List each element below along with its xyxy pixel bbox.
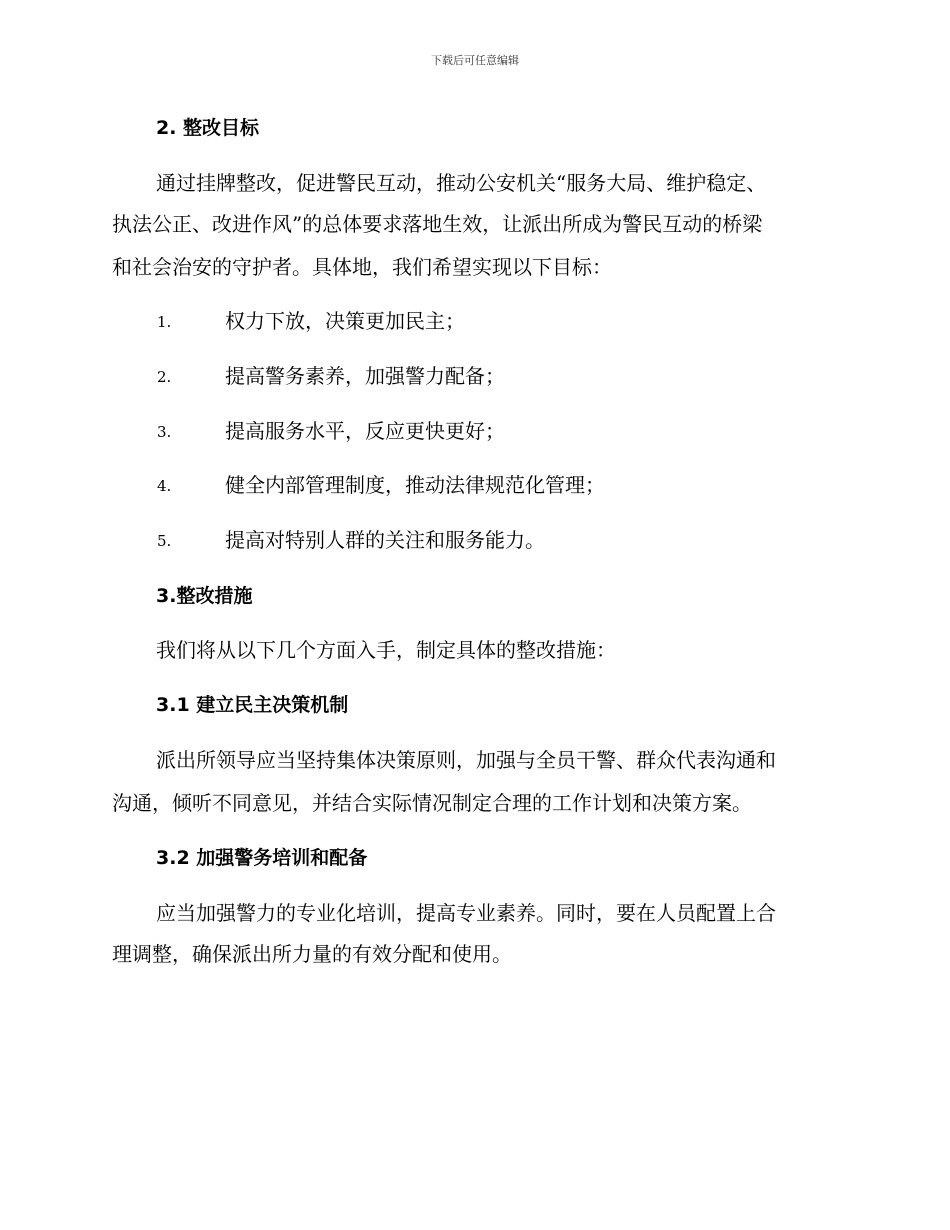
goal-text: 提高服务水平，反应更快更好； bbox=[225, 419, 505, 443]
subsection-3-2-heading: 3.2 加强警务培训和配备 bbox=[156, 847, 368, 869]
subsection-3-1-line: 派出所领导应当坚持集体决策原则，加强与全员干警、群众代表沟通和 bbox=[156, 748, 776, 772]
goal-text: 权力下放，决策更加民主； bbox=[225, 309, 465, 333]
section-2-heading: 2. 整改目标 bbox=[156, 117, 260, 139]
section-3-heading: 3.整改措施 bbox=[156, 585, 253, 607]
subsection-3-2-line: 应当加强警力的专业化培训，提高专业素养。同时，要在人员配置上合 bbox=[156, 901, 776, 925]
goal-number: 3. bbox=[157, 423, 172, 441]
goal-text: 提高警务素养，加强警力配备； bbox=[225, 364, 505, 388]
subsection-3-1-heading: 3.1 建立民主决策机制 bbox=[156, 694, 349, 716]
section-2-intro-line: 执法公正、改进作风”的总体要求落地生效，让派出所成为警民互动的桥梁 bbox=[112, 212, 763, 236]
goal-text: 健全内部管理制度，推动法律规范化管理； bbox=[225, 473, 605, 497]
goal-number: 1. bbox=[157, 313, 172, 331]
goal-number: 2. bbox=[157, 368, 172, 386]
page-header: 下载后可任意编辑 bbox=[431, 54, 519, 67]
section-2-intro-line: 通过挂牌整改，促进警民互动，推动公安机关“服务大局、维护稳定、 bbox=[156, 171, 767, 195]
section-2-intro-line: 和社会治安的守护者。具体地，我们希望实现以下目标： bbox=[112, 255, 612, 279]
goal-number: 4. bbox=[157, 477, 172, 495]
subsection-3-2-line: 理调整，确保派出所力量的有效分配和使用。 bbox=[112, 942, 512, 966]
subsection-3-1-line: 沟通，倾听不同意见，并结合实际情况制定合理的工作计划和决策方案。 bbox=[112, 791, 752, 815]
goal-text: 提高对特别人群的关注和服务能力。 bbox=[225, 528, 545, 552]
goal-number: 5. bbox=[157, 532, 172, 550]
section-3-intro: 我们将从以下几个方面入手，制定具体的整改措施： bbox=[156, 638, 616, 662]
